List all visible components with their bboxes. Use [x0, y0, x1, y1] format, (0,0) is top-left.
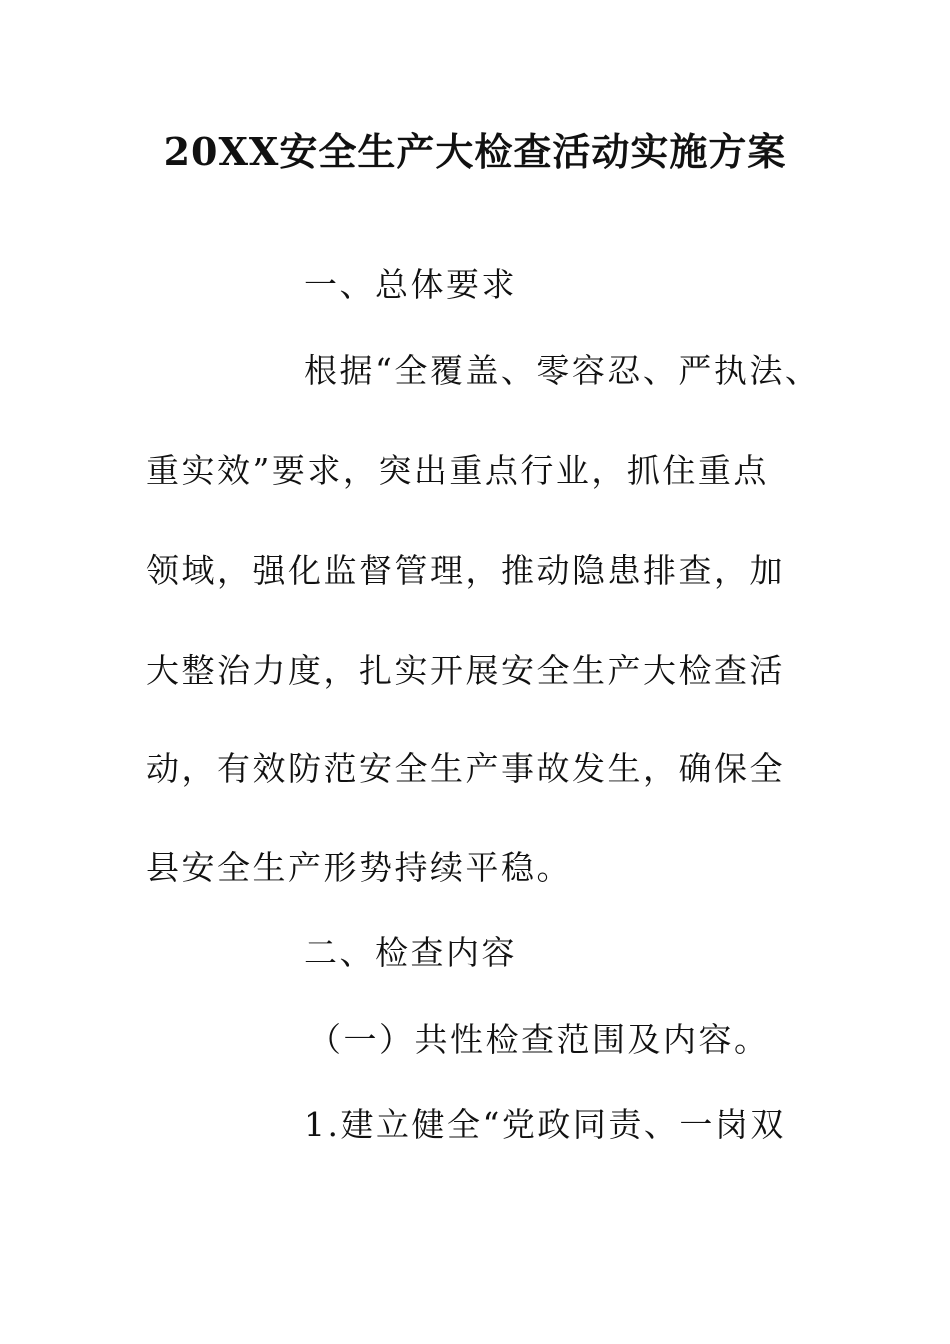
paragraph-line: 根据“全覆盖、零容忍、严执法、 [304, 351, 821, 390]
list-item-1: 1.建立健全“党政同责、一岗双 [304, 1105, 786, 1144]
section-heading-inspection-content: 二、检查内容 [304, 933, 517, 972]
document-title: 20XX安全生产大检查活动实施方案 [163, 129, 787, 174]
subsection-heading-common-scope: （一）共性检查范围及内容。 [308, 1020, 770, 1059]
paragraph-line: 重实效”要求，突出重点行业，抓住重点 [146, 451, 769, 490]
paragraph-line: 县安全生产形势持续平稳。 [146, 848, 572, 887]
paragraph-line: 动，有效防范安全生产事故发生，确保全 [146, 749, 785, 788]
paragraph-line: 领域，强化监督管理，推动隐患排查，加 [146, 551, 785, 590]
paragraph-line: 大整治力度，扎实开展安全生产大检查活 [146, 651, 785, 690]
section-heading-general-requirements: 一、总体要求 [304, 265, 517, 304]
